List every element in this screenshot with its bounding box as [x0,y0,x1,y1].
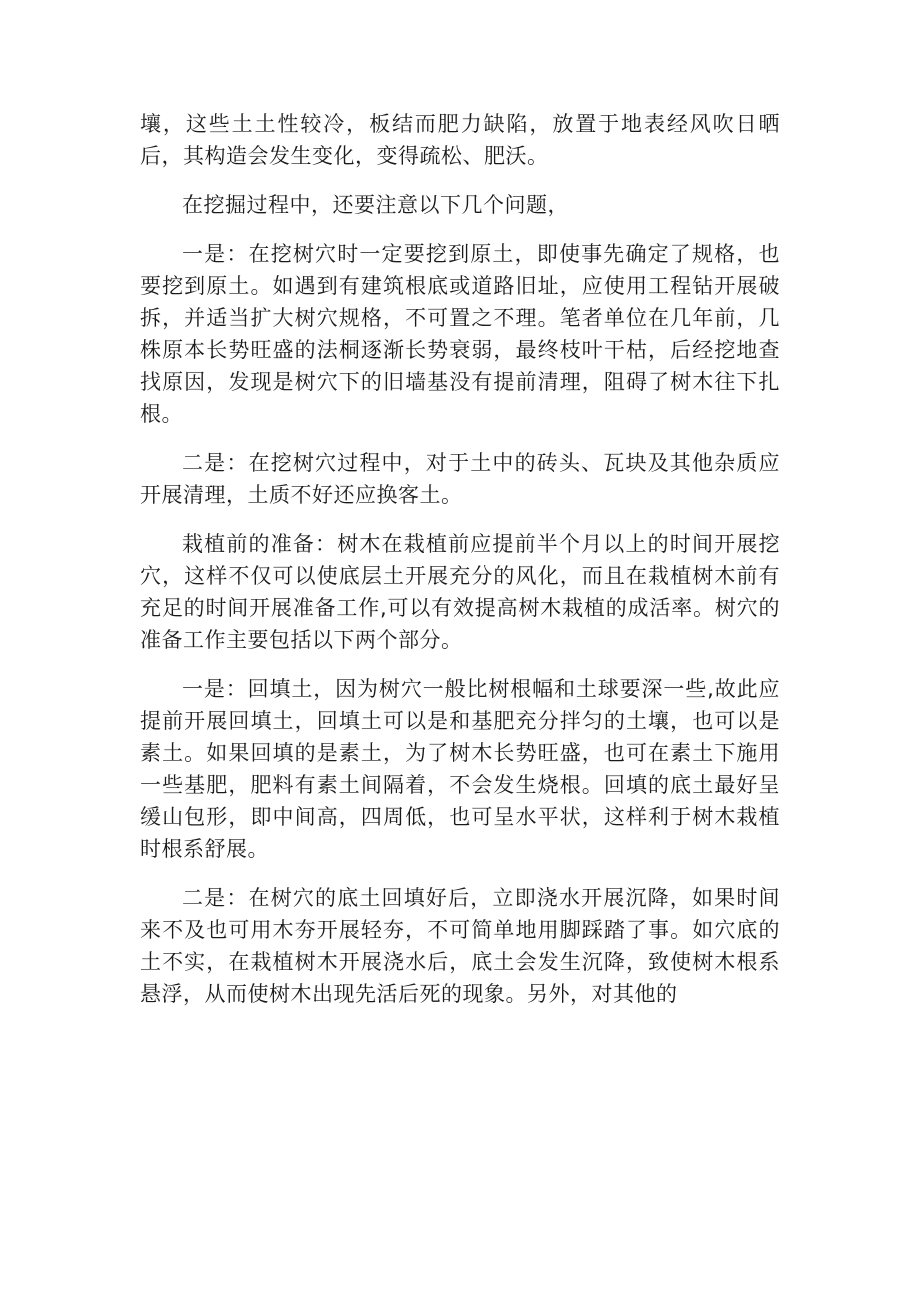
paragraph-backfill: 一是：回填土，因为树穴一般比树根幅和土球要深一些,故此应提前开展回填土，回填土可以是和基肥充分拌匀的土壤，也可以是素土。如果回填的是素土，为了树木长势旺盛，也可在素土下施用一些基肥，肥料有素土间隔着，不会发生烧根。回填的底土最好呈缓山包形，即中间高，四周低，也可呈水平状，这样利于树木栽植时根系舒展。 [140,677,780,861]
paragraph-issue-two: 二是：在挖树穴过程中，对于土中的砖头、瓦块及其他杂质应开展清理，土质不好还应换客土。 [140,451,780,507]
paragraph-preparation: 栽植前的准备：树木在栽植前应提前半个月以上的时间开展挖穴，这样不仅可以使底层土开展充分的风化，而且在栽植树木前有充足的时间开展准备工作,可以有效提高树木栽植的成活率。树穴的准备工作主要包括以下两个部分。 [140,532,780,652]
document-body [140,108,780,1027]
paragraph-issue-one: 一是：在挖树穴时一定要挖到原土，即使事先确定了规格，也要挖到原土。如遇到有建筑根底或道路旧址，应使用工程钻开展破拆，并适当扩大树穴规格，不可置之不理。笔者单位在几年前，几株原本长势旺盛的法桐逐渐长势衰弱，最终枝叶干枯，后经挖地查找原因，发现是树穴下的旧墙基没有提前清理，阻碍了树木往下扎根。 [140,242,780,426]
paragraph-settling: 二是：在树穴的底土回填好后，立即浇水开展沉降，如果时间来不及也可用木夯开展轻夯，不可简单地用脚踩踏了事。如穴底的土不实，在栽植树木开展浇水后，底土会发生沉降，致使树木根系悬浮，从而使树木出现先活后死的现象。另外，对其他的 [140,886,780,1006]
paragraph-continued: 壤，这些土土性较冷，板结而肥力缺陷，放置于地表经风吹日晒后，其构造会发生变化，变得疏松、肥沃。 [140,112,780,168]
paragraph-issues-intro: 在挖掘过程中，还要注意以下几个问题， [182,193,569,217]
